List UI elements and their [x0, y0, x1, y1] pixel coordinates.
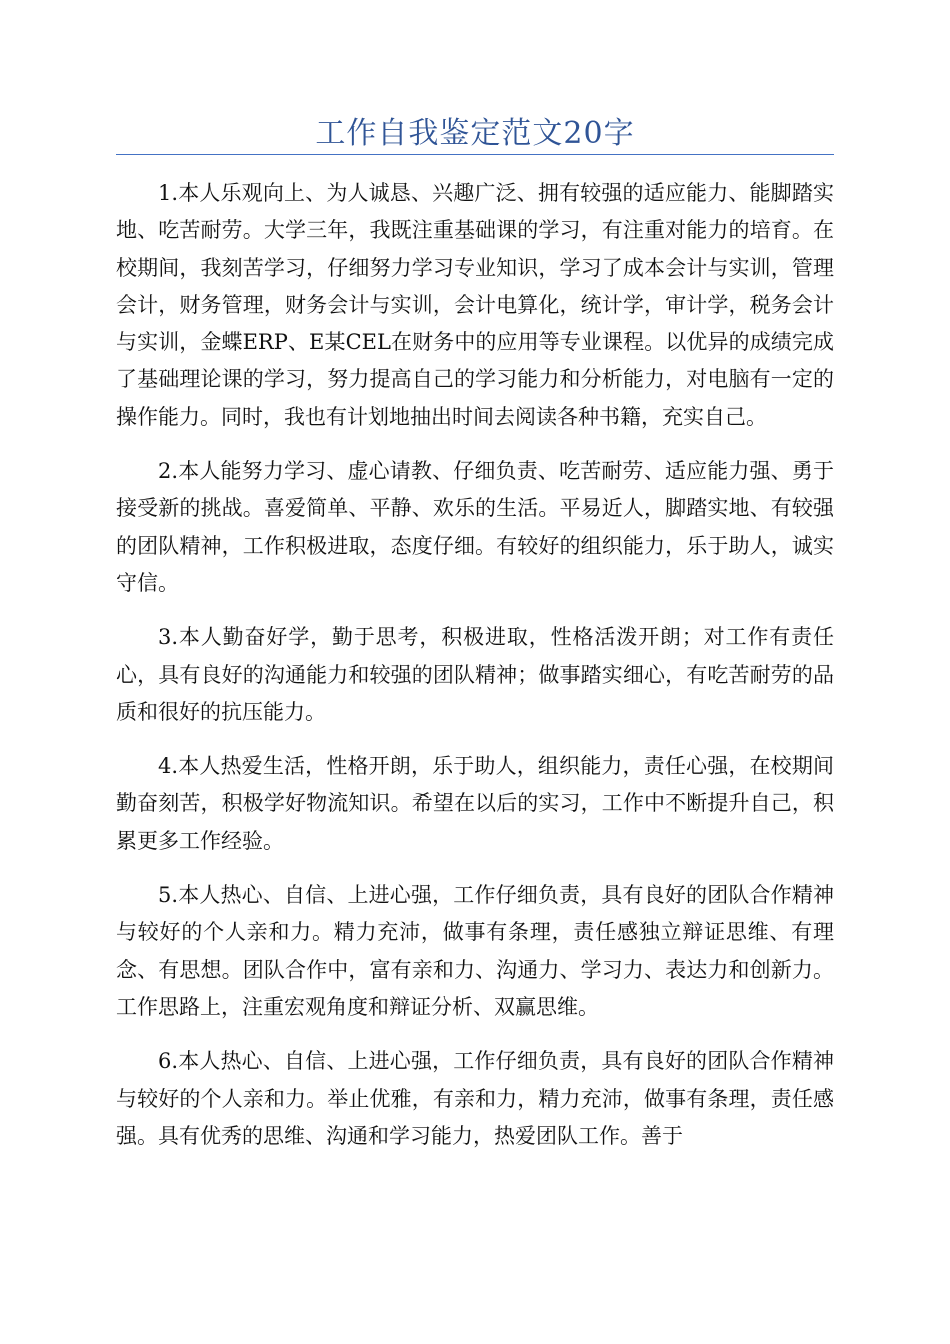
paragraph-6: 6.本人热心、自信、上进心强，工作仔细负责，具有良好的团队合作精神与较好的个人亲和力。举止优雅，有亲和力，精力充沛，做事有条理，责任感强。具有优秀的思维、沟通和学习能力，热爱团队工作。善于 [116, 1049, 834, 1148]
document-title: 工作自我鉴定范文20字 [315, 116, 635, 151]
paragraph-1: 1.本人乐观向上、为人诚恳、兴趣广泛、拥有较强的适应能力、能脚踏实地、吃苦耐劳。大学三年，我既注重基础课的学习，有注重对能力的培育。在校期间，我刻苦学习，仔细努力学习专业知识，学习了成本会计与实训，管理会计，财务管理，财务会计与实训，会计电算化，统计学，审计学，税务会计与实训，金蝶ERP、E某CEL在财务中的应用等专业课程。以优异的成绩完成了基础理论课的学习，努力提高自己的学习能力和分析能力，对电脑有一定的操作能力。同时，我也有计划地抽出时间去阅读各种书籍，充实自己。 [116, 181, 834, 429]
paragraph-3: 3.本人勤奋好学，勤于思考，积极进取，性格活泼开朗；对工作有责任心，具有良好的沟通能力和较强的团队精神；做事踏实细心，有吃苦耐劳的品质和很好的抗压能力。 [116, 625, 834, 724]
paragraph-2: 2.本人能努力学习、虚心请教、仔细负责、吃苦耐劳、适应能力强、勇于接受新的挑战。喜爱简单、平静、欢乐的生活。平易近人，脚踏实地、有较强的团队精神，工作积极进取，态度仔细。有较好的组织能力，乐于助人，诚实守信。 [116, 459, 834, 595]
document-body [116, 175, 834, 1172]
paragraph-5: 5.本人热心、自信、上进心强，工作仔细负责，具有良好的团队合作精神与较好的个人亲和力。精力充沛，做事有条理，责任感独立辩证思维、有理念、有思想。团队合作中，富有亲和力、沟通力、学习力、表达力和创新力。工作思路上，注重宏观角度和辩证分析、双赢思维。 [116, 883, 834, 1019]
paragraph-4: 4.本人热爱生活，性格开朗，乐于助人，组织能力，责任心强，在校期间勤奋刻苦，积极学好物流知识。希望在以后的实习，工作中不断提升自己，积累更多工作经验。 [116, 754, 834, 853]
title-underline [116, 154, 834, 155]
